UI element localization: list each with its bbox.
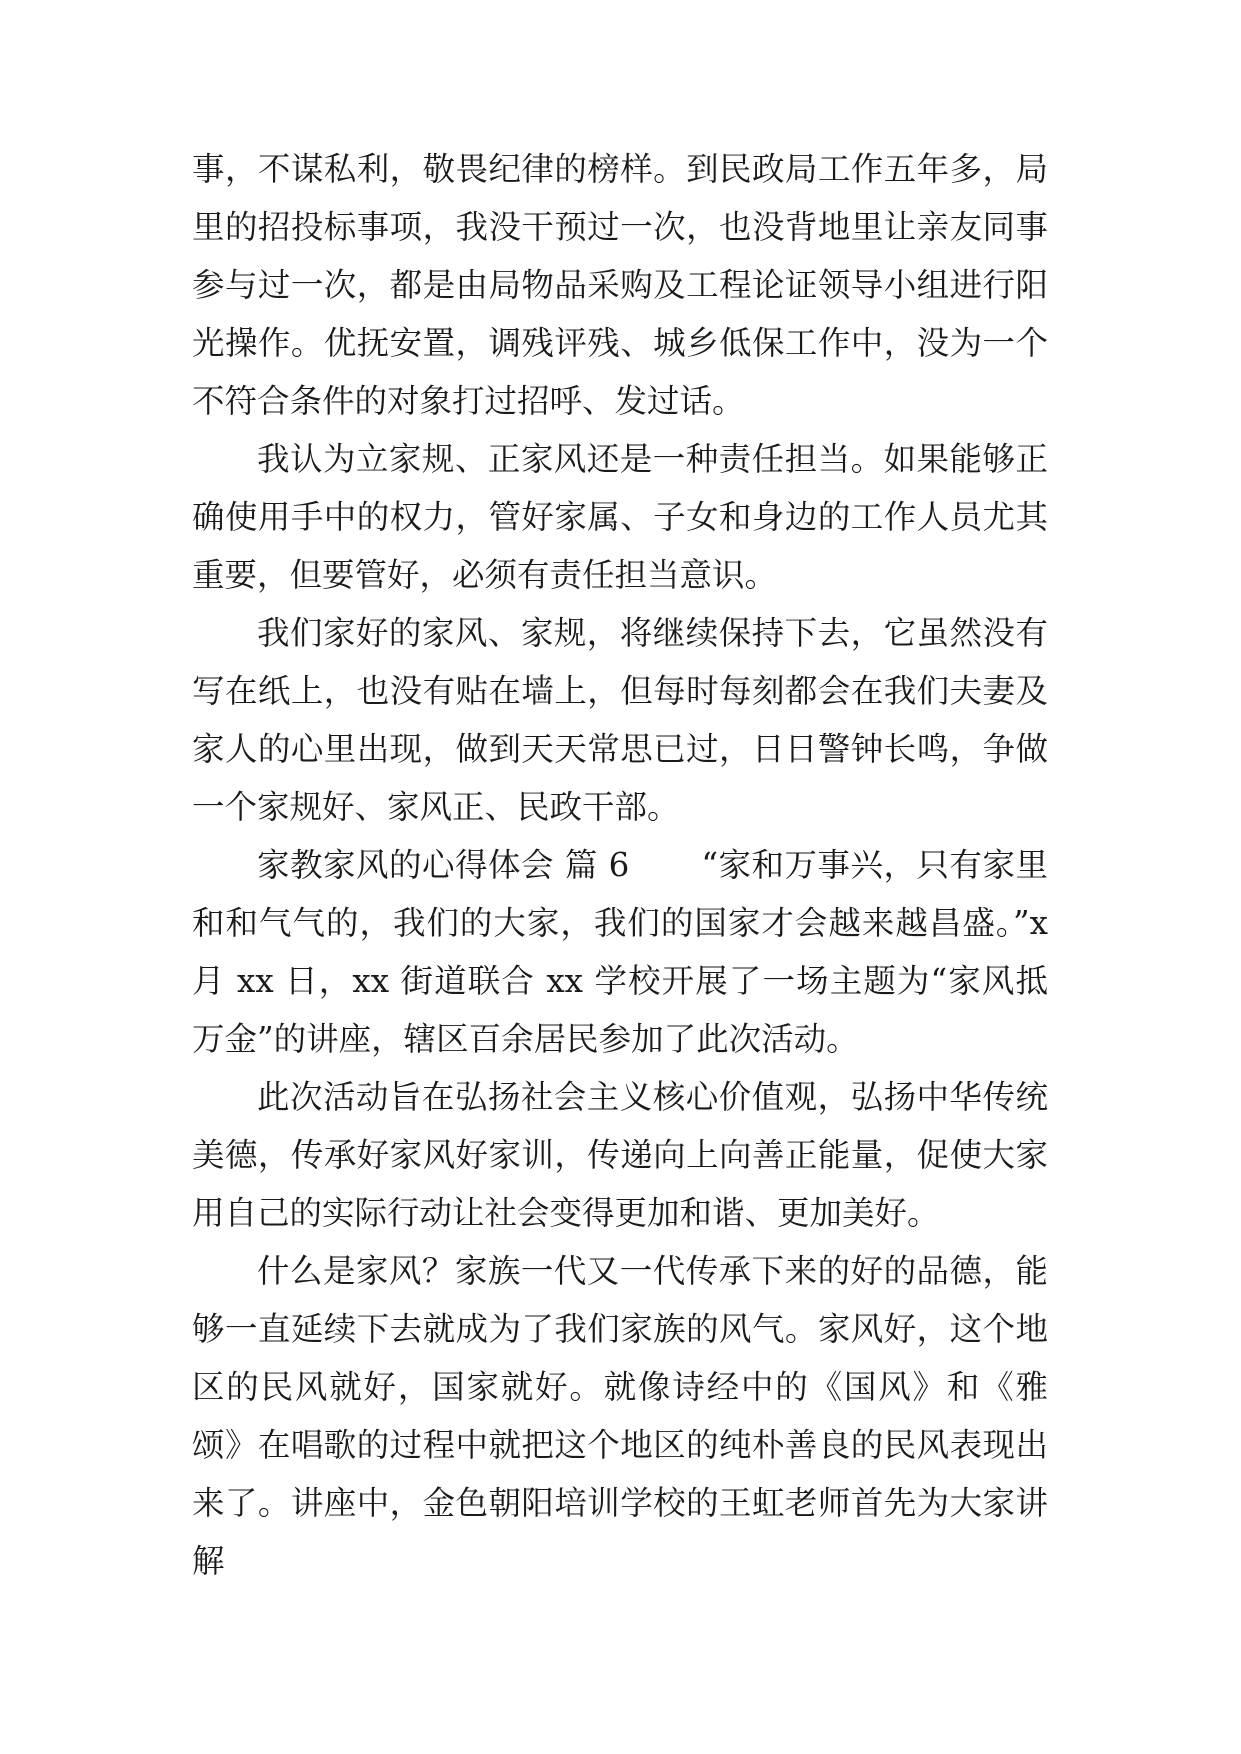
- section-heading: 家教家风的心得体会 篇 6: [257, 846, 630, 884]
- document-body: [192, 140, 1048, 1590]
- paragraph-text: 此次活动旨在弘扬社会主义核心价值观，弘扬中华传统美德，传承好家风好家训，传递向上向善正能量，促使大家用自己的实际行动让社会变得更加和谐、更加美好。: [192, 1078, 1048, 1232]
- paragraph-2: [192, 430, 1048, 604]
- paragraph-3: [192, 604, 1048, 836]
- paragraph-text: 事，不谋私利，敬畏纪律的榜样。到民政局工作五年多，局里的招投标事项，我没干预过一次，也没背地里让亲友同事参与过一次，都是由局物品采购及工程论证领导小组进行阳光操作。优抚安置，调残评残、城乡低保工作中，没为一个不符合条件的对象打过招呼、发过话。: [192, 150, 1048, 420]
- paragraph-1: [192, 140, 1048, 430]
- paragraph-text: 我们家好的家风、家规，将继续保持下去，它虽然没有写在纸上，也没有贴在墙上，但每时每刻都会在我们夫妻及家人的心里出现，做到天天常思已过，日日警钟长鸣，争做一个家规好、家风正、民政干部。: [192, 614, 1048, 826]
- paragraph-text: 什么是家风？家族一代又一代传承下来的好的品德，能够一直延续下去就成为了我们家族的风气。家风好，这个地区的民风就好，国家就好。就像诗经中的《国风》和《雅颂》在唱歌的过程中就把这个地区的纯朴善良的民风表现出来了。讲座中，金色朝阳培训学校的王虹老师首先为大家讲解: [192, 1252, 1048, 1580]
- paragraph-text: 我认为立家规、正家风还是一种责任担当。如果能够正确使用手中的权力，管好家属、子女和身边的工作人员尤其重要，但要管好，必须有责任担当意识。: [192, 440, 1048, 594]
- paragraph-text: “家和万事兴，只有家里和和气气的，我们的大家，我们的国家才会越来越昌盛。”x 月 xx 日，xx 街道联合 xx 学校开展了一场主题为“家风抵万金”的讲座，辖区百余居民参加了此次活动。: [192, 846, 1048, 1058]
- paragraph-6: [192, 1242, 1048, 1590]
- paragraph-4: [192, 836, 1048, 1068]
- paragraph-5: [192, 1068, 1048, 1242]
